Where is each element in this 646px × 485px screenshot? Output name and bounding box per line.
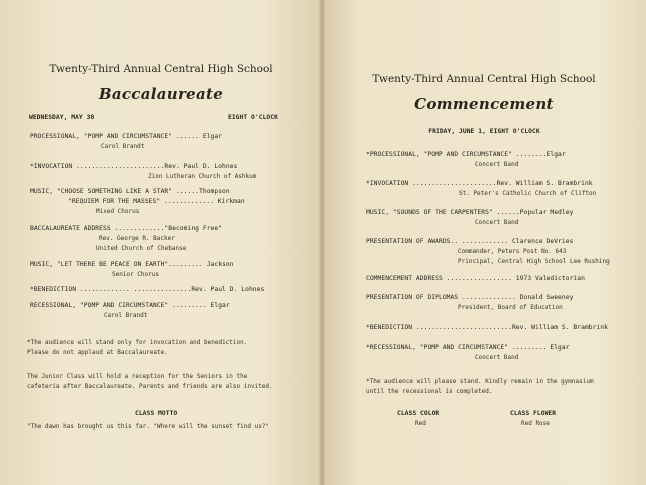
audience-note: *The audience will please stand. Kindly remain in the gymnasium <box>366 378 594 385</box>
program-item-recessional: *RECESSIONAL, "POMP AND CIRCUMSTANCE" ......... Elgar <box>366 344 570 351</box>
class-motto: "The dawn has brought us this far. "Where will the sunset find us?" <box>27 423 270 430</box>
program-item-diplomas: PRESENTATION OF DIPLOMAS .............. Donald Sweeney <box>366 294 574 301</box>
reception-note: cafeteria after Baccalaureate. Parents and friends are also invited. <box>27 383 273 390</box>
page-fold <box>318 0 326 485</box>
audience-note: Please do not applaud at Baccalaureate. <box>27 349 168 356</box>
program-item-music: MUSIC, "LET THERE BE PEACE ON EARTH"......... Jackson <box>30 261 234 268</box>
school-header: Twenty-Third Annual Central High School <box>49 63 273 75</box>
reception-note: The Junior Class will hold a reception for the Seniors in the <box>27 373 248 380</box>
program-item-music: MUSIC, "SOUNDS OF THE CARPENTERS" ......Popular Medley <box>366 209 574 216</box>
baccalaureate-title: Baccalaureate <box>98 85 224 103</box>
class-flower-value: Red Rose <box>521 420 550 427</box>
program-item-awards: PRESENTATION OF AWARDS.. ............ Clarence DeVries <box>366 238 574 245</box>
audience-note: *The audience will stand only for invocation and benediction. <box>27 339 248 346</box>
baccalaureate-page <box>0 0 322 485</box>
program-item-benediction: *BENEDICTION ............. ...............Rev. Paul D. Lohnes <box>30 286 265 293</box>
program-item-performer: Mixed Chorus <box>96 208 140 215</box>
program-item-performer: Concert Band <box>475 161 519 168</box>
program-item-speaker-role: Principal, Central High School Lee Rushing <box>458 258 610 265</box>
program-item-processional: *PROCESSIONAL, "POMP AND CIRCUMSTANCE" ........Elgar <box>366 151 566 158</box>
commencement-title: Commencement <box>414 95 554 113</box>
program-item-performer: Concert Band <box>475 354 519 361</box>
class-color-value: Red <box>415 420 426 427</box>
program-item-music: MUSIC, "CHOOSE SOMETHING LIKE A STAR" ......Thompson <box>30 188 230 195</box>
audience-note: until the recessional is completed. <box>366 388 493 395</box>
program-item-speaker-role: Commander, Peters Post No. 643 <box>458 248 567 255</box>
class-motto-title: CLASS MOTTO <box>135 410 178 417</box>
program-item-invocation: *INVOCATION .......................Rev. Paul D. Lohnes <box>30 163 238 170</box>
program-item-speaker-role: President, Board of Education <box>458 304 563 311</box>
program-item-processional: PROCESSIONAL, "POMP AND CIRCUMSTANCE" ...... Elgar <box>30 133 223 140</box>
program-item-church: Zion Lutheran Church of Ashkum <box>148 173 257 180</box>
program-item-speaker: Rev. George R. Backer <box>99 235 175 242</box>
program-item-address: COMMENCEMENT ADDRESS ................. 1973 Valedictorian <box>366 275 585 282</box>
program-item-performer: Concert Band <box>475 219 519 226</box>
event-time: EIGHT O'CLOCK <box>228 114 278 121</box>
program-item-performer: Senior Chorus <box>112 271 159 278</box>
event-date: WEDNESDAY, MAY 30 <box>29 114 95 121</box>
school-header: Twenty-Third Annual Central High School <box>372 73 596 85</box>
event-date: FRIDAY, JUNE 1, EIGHT O'CLOCK <box>428 128 540 135</box>
class-color-title: CLASS COLOR <box>397 410 440 417</box>
program-item-invocation: *INVOCATION ......................Rev. William S. Brambrink <box>366 180 593 187</box>
program-item-performer: Carol Brandt <box>101 143 145 150</box>
class-flower-title: CLASS FLOWER <box>510 410 557 417</box>
program-item-music-second: "REQUIEM FOR THE MASSES" ............. Kirkman <box>68 198 245 205</box>
program-item-address: BACCALAUREATE ADDRESS ............."Becoming Free" <box>30 225 223 232</box>
program-item-church: United Church of Chebanse <box>96 245 187 252</box>
program-item-benediction: *BENEDICTION .........................Rev. William S. Brambrink <box>366 324 608 331</box>
commencement-page <box>322 0 646 485</box>
program-item-performer: Carol Brandt <box>104 312 148 319</box>
program-item-recessional: RECESSIONAL, "POMP AND CIRCUMSTANCE" ......... Elgar <box>30 302 230 309</box>
program-item-church: St. Peter's Catholic Church of Clifton <box>459 190 597 197</box>
